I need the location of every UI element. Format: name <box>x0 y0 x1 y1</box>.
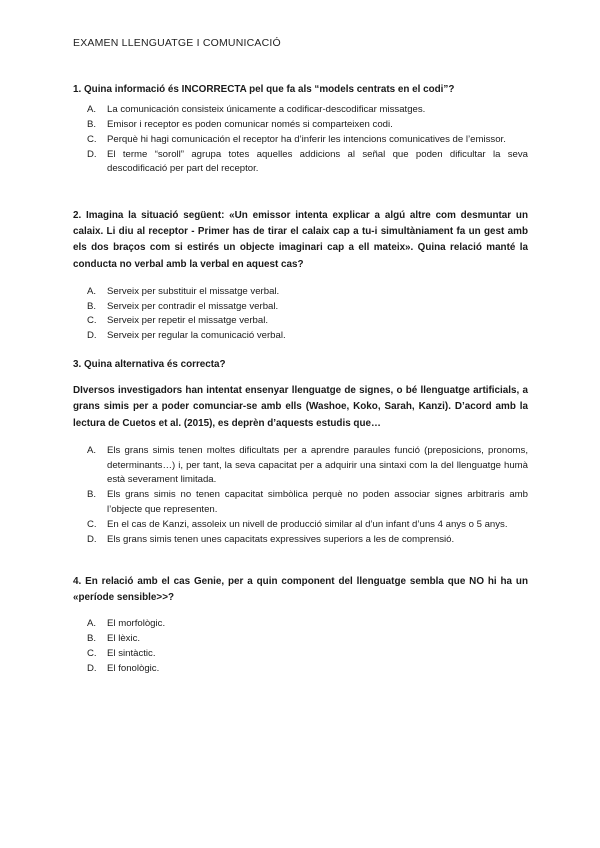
option-item[interactable] <box>73 647 528 662</box>
option-item[interactable] <box>73 662 528 677</box>
option-letter: D. <box>87 330 97 342</box>
option-text: El sintàctic. <box>107 648 156 659</box>
option-item[interactable] <box>73 300 528 315</box>
option-text: El lèxic. <box>107 633 141 645</box>
question-1 <box>73 82 528 177</box>
question-2-options <box>73 285 528 344</box>
question-3-options <box>73 444 528 548</box>
question-2-text: 2. Imagina la situació següent: «Un emissor intenta explicar a algú altre com desmuntar un calaix. Li diu al receptor - Primer has de tirar el calaix cap a tu-i simultàniament fa un gest amb els dos braços com si estirés un objecte imaginari cap a ell mateix». Quina relació manté la conducta no verbal amb la verbal en aquest cas? <box>73 210 528 270</box>
option-letter: C. <box>87 315 97 327</box>
option-text: El fonològic. <box>107 662 160 674</box>
option-item[interactable] <box>73 103 528 118</box>
option-letter: D. <box>87 148 97 160</box>
question-1-text: 1. Quina informació és INCORRECTA pel que fa als “models centrats en el codi”? <box>73 84 455 95</box>
option-letter: D. <box>87 662 97 674</box>
option-item[interactable] <box>73 118 528 133</box>
option-letter: A. <box>87 285 97 297</box>
option-text: Els grans simis no tenen capacitat simbòlica perquè no poden associar signes arbitraris amb l’objecte que representen. <box>107 489 528 515</box>
option-item[interactable] <box>73 314 528 329</box>
option-text: Emisor i receptor es poden comunicar només si comparteixen codi. <box>107 119 393 130</box>
option-item[interactable] <box>73 133 528 148</box>
option-letter: A. <box>87 618 97 630</box>
question-4 <box>73 574 528 677</box>
option-text: Serveix per regular la comunicació verbal. <box>107 330 286 342</box>
option-item[interactable] <box>73 617 528 632</box>
option-text: Serveix per contradir el missatge verbal. <box>107 300 279 312</box>
option-item[interactable] <box>73 533 528 548</box>
question-2 <box>73 208 528 344</box>
option-text: La comunicación consisteix únicamente a codificar-descodificar missatges. <box>107 104 426 116</box>
option-item[interactable] <box>73 632 528 647</box>
question-4-text: 4. En relació amb el cas Genie, per a quin component del llenguatge sembla que NO hi ha un «període sensible>>? <box>73 576 528 604</box>
option-letter: C. <box>87 518 97 530</box>
question-4-options <box>73 617 528 676</box>
option-letter: B. <box>87 300 97 312</box>
option-text: Serveix per substituir el missatge verbal. <box>107 285 280 297</box>
question-3 <box>73 357 528 547</box>
option-text: El morfològic. <box>107 618 166 630</box>
option-text: El terme “soroll” agrupa totes aquelles addicions al señal que poden dificultar la seva descodificació per part del receptor. <box>107 148 528 175</box>
option-letter: C. <box>87 648 97 659</box>
option-item[interactable] <box>73 444 528 488</box>
question-1-options <box>73 103 528 177</box>
option-text: Els grans simis tenen moltes dificultats per a aprendre paraules funció (preposicions, pronoms, determinants…) i, per tant, la seva capacitat per a adquirir una sintaxi com la del llenguatge humà està severament limitada. <box>107 444 528 486</box>
option-letter: D. <box>87 533 97 545</box>
document-header: EXAMEN LLENGUATGE I COMUNICACIÓ <box>73 37 281 49</box>
question-3-text: 3. Quina alternativa és correcta? <box>73 359 226 370</box>
option-letter: B. <box>87 489 97 501</box>
option-text: En el cas de Kanzi, assoleix un nivell de producció similar al d’un infant d’uns 4 anys o 5 anys. <box>107 518 508 530</box>
option-item[interactable] <box>73 148 528 178</box>
option-letter: C. <box>87 133 97 145</box>
option-text: Perquè hi hagi comunicación el receptor ha d’inferir les intencions comunicatives de l’emissor. <box>107 133 506 145</box>
option-letter: B. <box>87 633 97 645</box>
option-item[interactable] <box>73 329 528 344</box>
option-letter: A. <box>87 104 97 116</box>
option-letter: B. <box>87 119 97 130</box>
option-item[interactable] <box>73 488 528 518</box>
option-text: Serveix per repetir el missatge verbal. <box>107 315 269 327</box>
option-text: Els grans simis tenen unes capacitats expressives superiors a les de comprensió. <box>107 533 455 545</box>
option-item[interactable] <box>73 285 528 300</box>
option-item[interactable] <box>73 518 528 533</box>
question-3-context: DIversos investigadors han intentat ensenyar llenguatge de signes, o bé llenguatge artificials, a grans simis per a poder comunciar-se amb ells (Washoe, Koko, Sarah, Kanzi). D’acord amb la lectura de Cuetos et al. (2015), es deprèn d’aquests estudis que… <box>73 385 528 429</box>
option-letter: A. <box>87 444 97 456</box>
